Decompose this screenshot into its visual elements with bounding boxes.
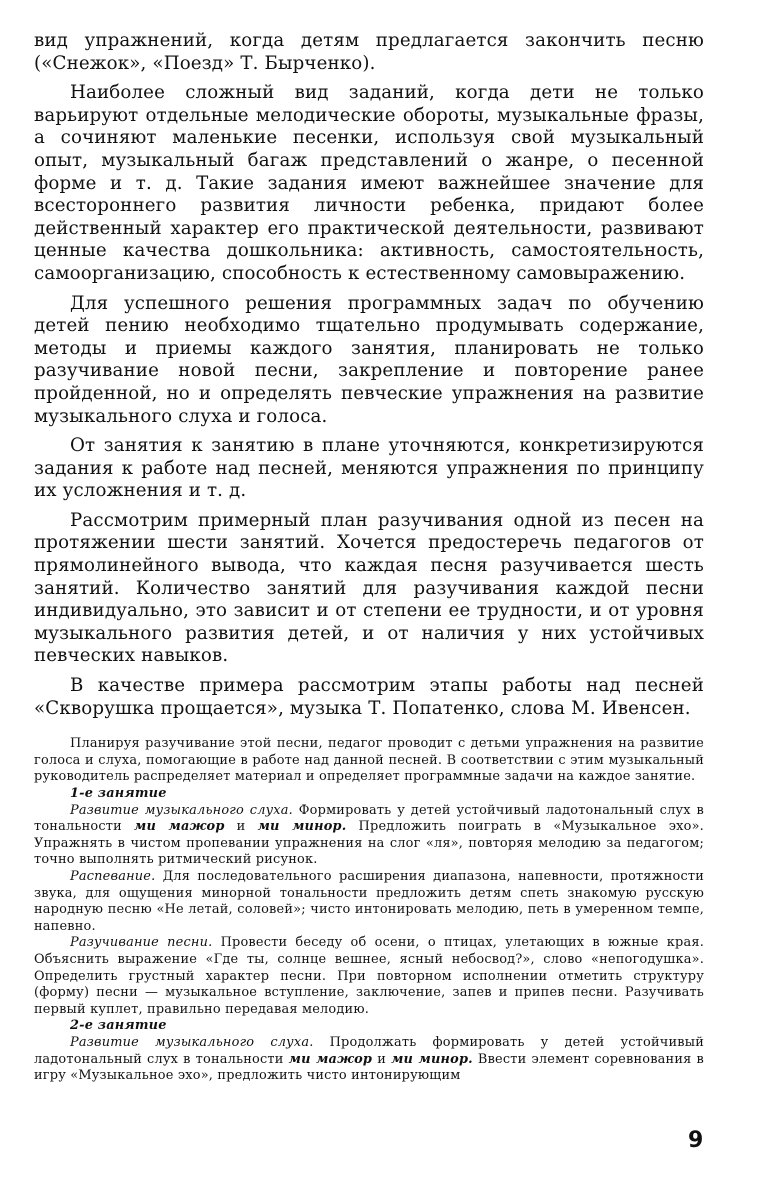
lesson-2-hearing-lead: Развитие музыкального слуха. (70, 1034, 314, 1050)
lesson-plan (34, 736, 704, 1084)
lesson-2-hearing: Развитие музыкального слуха. Продолжать формировать у детей устойчивый ладотональный слух в тональности ми мажор и ми минор. Ввести элемент соревнования в игру «Музыкальное эхо», предложить чисто интонирующим (34, 1034, 704, 1084)
lesson-1-singing: Распевание. Для последовательного расширения диапазона, напевности, протяжности звука, для ощущения минорной тональности предложить детям спеть знакомую русскую народную песню «Не летай, соловей»; чисто интонировать мелодию, петь в умеренном темпе, напевно. (34, 868, 704, 934)
paragraph-example-song: В качестве примера рассмотрим этапы работы над песней «Скворушка прощается», музыка Т. Попатенко, слова М. Ивенсен. (34, 675, 704, 719)
paragraph-program-tasks: Для успешного решения программных задач по обучению детей пению необходимо тщательно продумывать содержание, методы и приемы каждого занятия, планировать не только разучивание новой песни, закрепление и повторение ранее пройденной, но и определять певческие упражнения на развитие музыкального слуха и голоса. (34, 292, 704, 427)
lesson-1-learning-lead: Разучивание песни. (70, 935, 213, 951)
lesson-2-heading: 2-е занятие (70, 1018, 167, 1034)
plan-intro: Планируя разучивание этой песни, педагог проводит с детьми упражнения на развитие голоса и слуха, помогающие в работе над данной песней. В соответствии с этим музыкальный руководитель распределяет материал и определяет программные задачи на каждое занятие. (34, 736, 704, 785)
main-text (34, 30, 704, 720)
lesson-1-learning: Разучивание песни. Провести беседу об осени, о птицах, улетающих в южные края. Объяснить выражение «Где ты, солнце вешнее, ясный небосвод?», слово «непогодушка». Определить грустный характер песни. При повторном исполнении отметить структуру (форму) песни — музыкальное вступление, заключение, запев и припев песни. Разучивать первый куплет, правильно передавая мелодию. (34, 935, 704, 1017)
paragraph-lesson-progression: От занятия к занятию в плане уточняются, конкретизируются задания к работе над песней, меняются упражнения по принципу их усложнения и т. д. (34, 435, 704, 502)
page-number: 9 (688, 1128, 704, 1153)
book-page (34, 30, 704, 1085)
paragraph-complex-tasks: Наиболее сложный вид заданий, когда дети не только варьируют отдельные мелодические обороты, музыкальные фразы, а сочиняют маленькие песенки, используя свой музыкальный опыт, музыкальный багаж представлений о жанре, о песенной форме и т. д. Такие задания имеют важнейшее значение для всестороннего развития личности ребенка, придают более действенный характер его практической деятельности, развивают ценные качества дошкольника: активность, самостоятельность, самоорганизацию, способность к естественному самовыражению. (34, 82, 704, 284)
paragraph-sample-plan: Рассмотрим примерный план разучивания одной из песен на протяжении шести занятий. Хочется предостеречь педагогов от прямолинейного вывода, что каждая песня разучивается шесть занятий. Количество занятий для разучивания каждой песни индивидуально, это зависит и от степени ее трудности, и от уровня музыкального развития детей, и от наличия у них устойчивых певческих навыков. (34, 509, 704, 667)
lesson-1-singing-lead: Распевание. (70, 868, 156, 884)
paragraph-continuation: вид упражнений, когда детям предлагается закончить песню («Снежок», «Поезд» Т. Бырченко). (34, 30, 704, 74)
lesson-1-heading: 1-е занятие (70, 786, 167, 801)
lesson-1-hearing: Развитие музыкального слуха. Формировать у детей устойчивый ладотональный слух в тональности ми мажор и ми минор. Предложить поиграть в «Музыкальное эхо». Упражнять в чистом пропевании упражнения на слог «ля», повторяя мелодию за педагогом; точно выполнять ритмический рисунок. (34, 802, 704, 868)
lesson-1-hearing-lead: Развитие музыкального слуха. (70, 802, 293, 818)
